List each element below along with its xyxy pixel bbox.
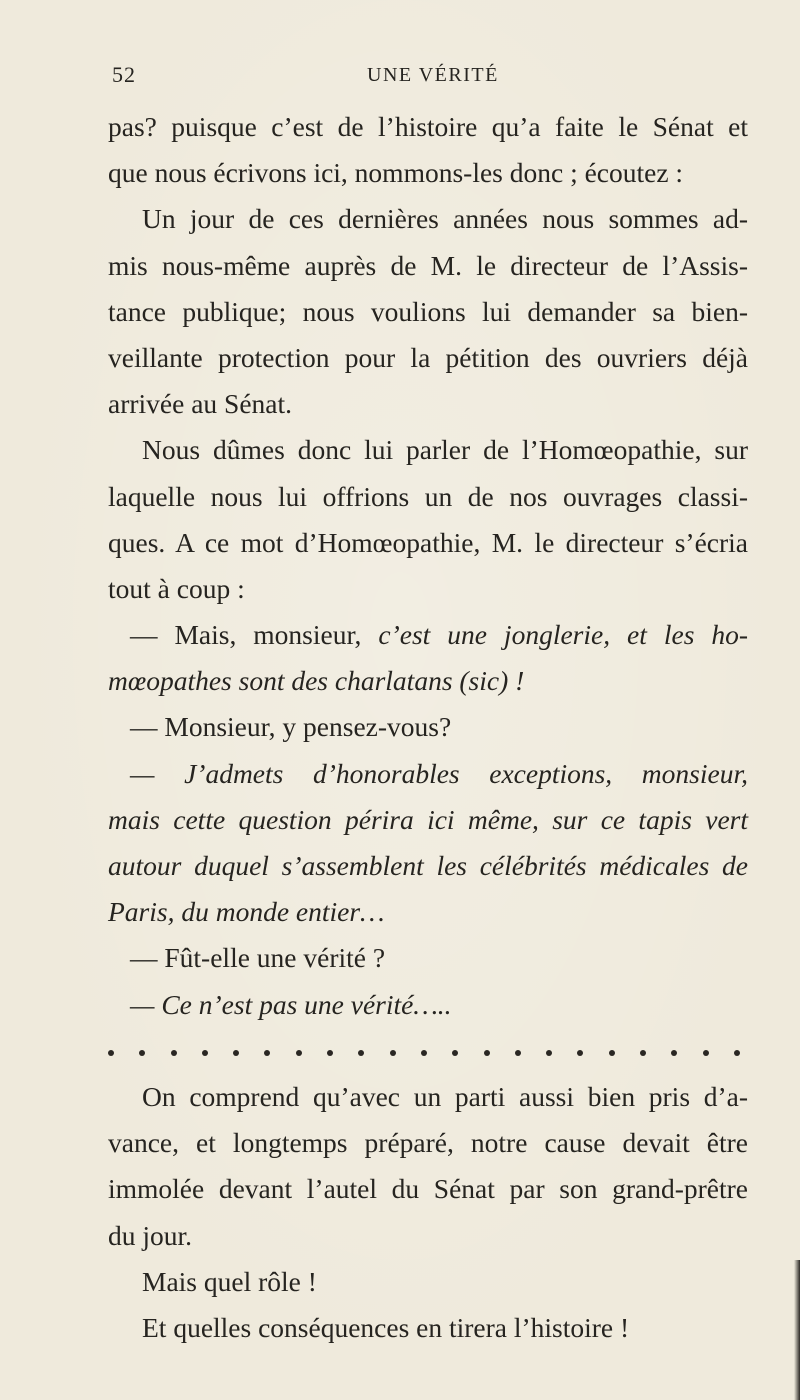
dot (734, 1050, 740, 1056)
text-line: Paris, du monde entier… (108, 896, 385, 928)
italic-text-span: c’est une jonglerie, et les ho- (378, 619, 749, 651)
text-line: mais cette question périra ici même, sur ce tapis vert (108, 803, 748, 835)
text-span: — Mais, monsieur, (130, 619, 362, 651)
dot (515, 1050, 521, 1056)
text-line: Un jour de ces dernières années nous sommes ad- (142, 203, 748, 235)
text-line: autour duquel s’assemblent les célébrités médicales de (108, 850, 748, 881)
text-line: — J’admets d’honorables exceptions, monsieur, (130, 757, 748, 789)
dot (609, 1050, 615, 1056)
text-line: arrivée au Sénat. (108, 388, 293, 420)
dot (358, 1050, 364, 1056)
dot (233, 1050, 239, 1056)
text-line: ques. A ce mot d’Homœopathie, M. le directeur s’écria (108, 526, 748, 558)
text-line: — Ce n’est pas une vérité….. (130, 988, 452, 1020)
text-line: veillante protection pour la pétition des ouvriers déjà (108, 341, 748, 373)
text-line: Nous dûmes donc lui parler de l’Homœopathie, sur (142, 434, 748, 466)
dot (390, 1050, 396, 1056)
text-line: laquelle nous lui offrions un de nos ouvrages classi- (108, 480, 748, 512)
dot (577, 1050, 583, 1056)
text-line: Et quelles conséquences en tirera l’histoire ! (142, 1311, 630, 1343)
page-number: 52 (112, 62, 136, 87)
text-line: du jour. (108, 1219, 193, 1251)
text-line: — Monsieur, y pensez-vous? (130, 711, 452, 743)
dot (546, 1050, 552, 1056)
text-line: vance, et longtemps préparé, notre cause devait être (108, 1127, 748, 1159)
dot (421, 1050, 427, 1056)
dot (264, 1050, 270, 1056)
dot (640, 1050, 646, 1056)
text-line: Mais quel rôle ! (142, 1265, 317, 1297)
text-line: pas? puisque c’est de l’histoire qu’a faite le Sénat et (108, 111, 748, 142)
dot (296, 1050, 302, 1056)
dot (484, 1050, 490, 1056)
text-line: mis nous-même auprès de M. le directeur de l’Assis- (108, 249, 748, 281)
text-line: mœopathes sont des charlatans (sic) ! (108, 665, 525, 697)
text-line: — Fût-elle une vérité ? (130, 942, 386, 974)
text-line: immolée devant l’autel du Sénat par son grand-prêtre (108, 1173, 748, 1205)
dot (327, 1050, 333, 1056)
text-line (108, 612, 748, 658)
ellipsis-dot-row (108, 1028, 748, 1074)
dot (452, 1050, 458, 1056)
page-header (112, 62, 752, 92)
page-edge-shadow (794, 1260, 800, 1400)
text-line: tance publique; nous voulions lui demander sa bien- (108, 295, 748, 327)
dot (703, 1050, 709, 1056)
dot (108, 1050, 114, 1056)
running-title: UNE VÉRITÉ (367, 64, 499, 86)
dot (171, 1050, 177, 1056)
text-line: On comprend qu’avec un parti aussi bien pris d’a- (142, 1080, 748, 1112)
dot (139, 1050, 145, 1056)
text-line: que nous écrivons ici, nommons-les donc ; écoutez : (108, 157, 684, 189)
body-text (108, 104, 748, 1351)
dot (671, 1050, 677, 1056)
dot (202, 1050, 208, 1056)
text-line: tout à coup : (108, 572, 245, 604)
